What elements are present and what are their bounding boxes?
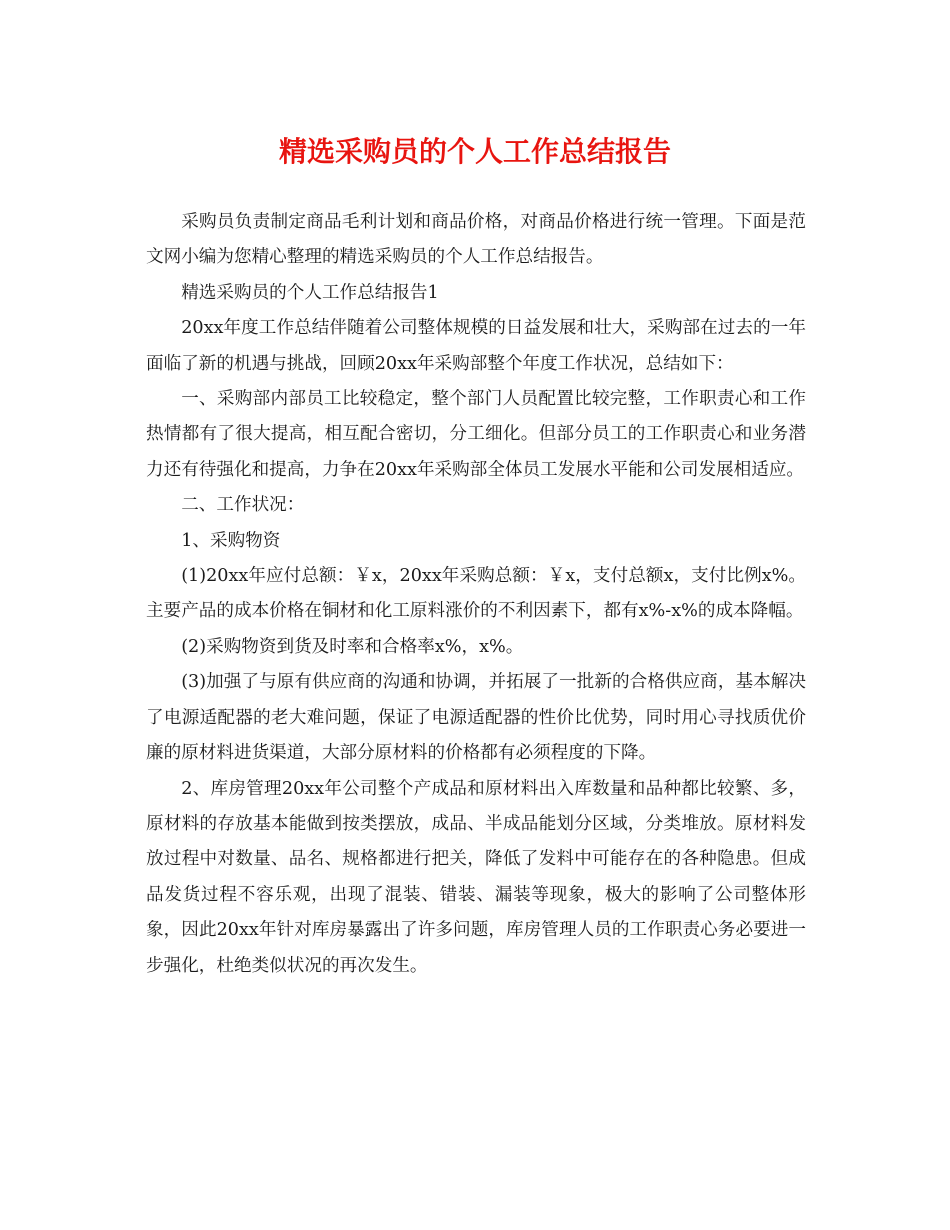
paragraph-staff: 一、采购部内部员工比较稳定，整个部门人员配置比较完整，工作职责心和工作热情都有了很大提高，相互配合密切，分工细化。但部分员工的工作职责心和业务潜力还有待强化和提高，力争在20xx年采购部全体员工发展水平能和公司发展相适应。 (146, 389, 806, 480)
paragraph-item-3: (3)加强了与原有供应商的沟通和协调，并拓展了一批新的合格供应商，基本解决了电源适配器的老大难问题，保证了电源适配器的性价比优势，同时用心寻找质优价廉的原材料进货渠道，大部分原材料的价格都有必须程度的下降。 (146, 672, 806, 764)
paragraph-item-1: (1)20xx年应付总额：￥x，20xx年采购总额：￥x，支付总额x，支付比例x%。主要产品的成本价格在铜材和化工原料涨价的不利因素下，都有x%-x%的成本降幅。 (146, 566, 806, 622)
paragraph-warehouse: 2、库房管理20xx年公司整个产成品和原材料出入库数量和品种都比较繁、多，原材料的存放基本能做到按类摆放，成品、半成品能划分区域，分类堆放。原材料发放过程中对数量、品名、规格都进行把关，降低了发料中可能存在的各种隐患。但成品发货过程不容乐观，出现了混装、错装、漏装等现象，极大的影响了公司整体形象，因此20xx年针对库房暴露出了许多问题，库房管理人员的工作职责心务必要进一步强化，杜绝类似状况的再次发生。 (146, 778, 806, 976)
document-body (146, 205, 806, 984)
paragraph-item-2: (2)采购物资到货及时率和合格率x%，x%。 (181, 636, 524, 657)
paragraph-intro: 采购员负责制定商品毛利计划和商品价格，对商品价格进行统一管理。下面是范文网小编为您精心整理的精选采购员的个人工作总结报告。 (146, 212, 806, 268)
document-title: 精选采购员的个人工作总结报告 (278, 135, 671, 168)
paragraph-report-heading: 精选采购员的个人工作总结报告1 (181, 282, 439, 303)
paragraph-summary: 20xx年度工作总结伴随着公司整体规模的日益发展和壮大，采购部在过去的一年面临了新的机遇与挑战，回顾20xx年采购部整个年度工作状况，总结如下： (146, 318, 806, 374)
paragraph-procurement-heading: 1、采购物资 (181, 530, 281, 551)
paragraph-work-status-heading: 二、工作状况： (181, 495, 305, 516)
